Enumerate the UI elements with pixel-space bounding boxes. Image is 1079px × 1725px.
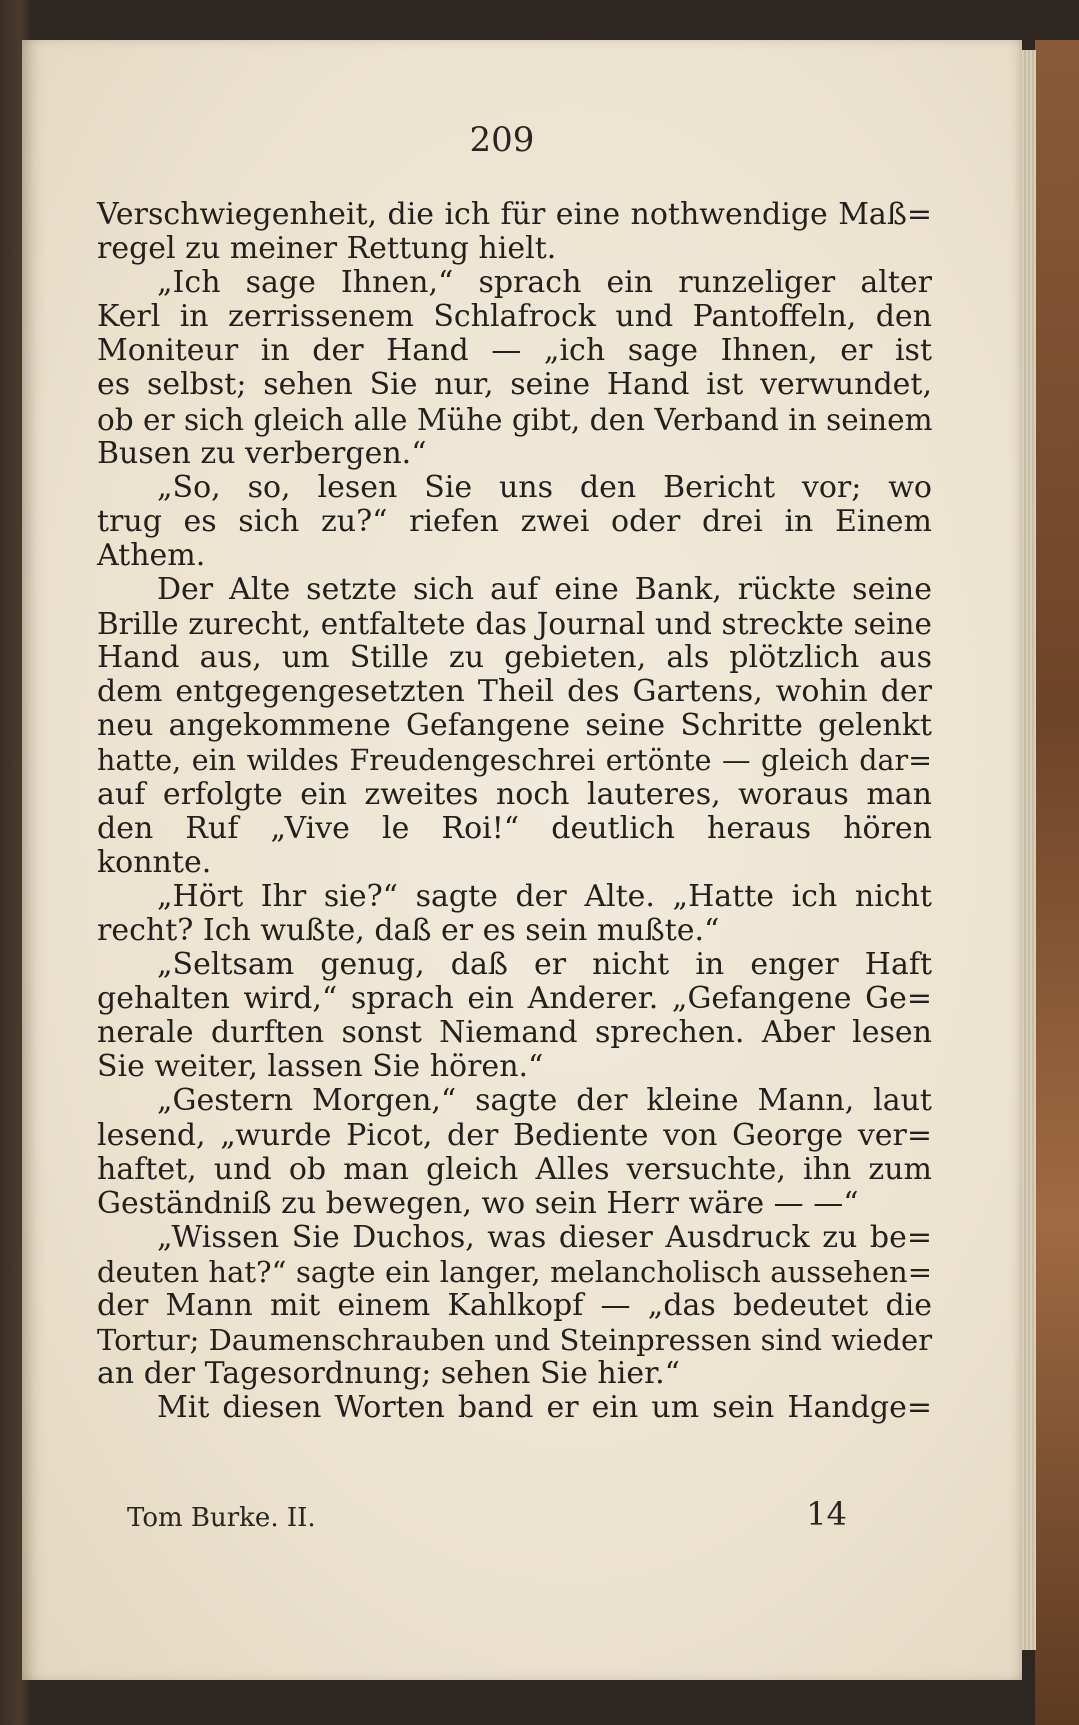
page-number: 209 — [469, 120, 535, 160]
text-line: ob er sich gleich alle Mühe gibt, den Verband in seinem — [97, 402, 933, 437]
text-line: Sie weiter, lassen Sie hören.“ — [97, 1049, 544, 1085]
text-line: an der Tagesordnung; sehen Sie hier.“ — [97, 1356, 681, 1392]
text-line: deuten hat?“ sagte ein langer, melancholisch aussehen= — [97, 1254, 932, 1289]
text-line: Hand aus, um Stille zu gebieten, als plötzlich aus — [97, 640, 932, 676]
page-footer — [127, 1495, 847, 1533]
text-line: „Gestern Morgen,“ sagte der kleine Mann, laut — [157, 1083, 932, 1119]
text-line: Verschwiegenheit, die ich für eine nothwendige Maß= — [97, 197, 932, 232]
text-line: den Ruf „Vive le Roi!“ deutlich heraus hören — [97, 810, 932, 846]
text-line: nerale durften sonst Niemand sprechen. Aber lesen — [97, 1015, 932, 1051]
text-line: „Ich sage Ihnen,“ sprach ein runzeliger alter — [157, 265, 932, 301]
book-cover-edge — [1035, 40, 1079, 1725]
text-line: dem entgegengesetzten Theil des Gartens, wohin der — [97, 674, 932, 710]
text-line: Busen zu verbergen.“ — [97, 435, 427, 471]
text-line: neu angekommene Gefangene seine Schritte gelenkt — [97, 708, 932, 744]
footer-title: Tom Burke. II. — [127, 1503, 316, 1533]
text-line: Moniteur in der Hand — „ich sage Ihnen, er ist — [97, 333, 932, 369]
text-line: hatte, ein wildes Freudengeschrei ertönte — gleich dar= — [97, 743, 932, 777]
text-line: lesend, „wurde Picot, der Bediente von George ver= — [97, 1117, 932, 1153]
text-line: konnte. — [97, 844, 212, 880]
signature-mark: 14 — [806, 1495, 847, 1533]
text-line: „Wissen Sie Duchos, was dieser Ausdruck zu be= — [157, 1219, 932, 1255]
text-line: der Mann mit einem Kahlkopf — „das bedeutet die — [97, 1288, 932, 1323]
text-line: recht? Ich wußte, daß er es sein mußte.“ — [97, 912, 720, 948]
text-line: Der Alte setzte sich auf eine Bank, rückte seine — [157, 572, 932, 608]
text-line: Brille zurecht, entfaltete das Journal und streckte seine — [97, 607, 932, 642]
text-line: Kerl in zerrissenem Schlafrock und Pantoffeln, den — [97, 299, 932, 335]
text-line: Athem. — [97, 537, 206, 573]
text-line: es selbst; sehen Sie nur, seine Hand ist verwundet, — [97, 367, 932, 403]
text-line: Geständniß zu bewegen, wo sein Herr wäre — —“ — [97, 1185, 859, 1221]
text-line: Mit diesen Worten band er ein um sein Handge= — [157, 1390, 932, 1426]
body-text — [97, 198, 932, 1425]
text-line: gehalten wird,“ sprach ein Anderer. „Gefangene Ge= — [97, 981, 932, 1017]
book-page — [22, 40, 1022, 1680]
text-line: regel zu meiner Rettung hielt. — [97, 231, 557, 267]
text-line: „So, so, lesen Sie uns den Bericht vor; wo — [157, 469, 932, 505]
text-line: haftet, und ob man gleich Alles versuchte, ihn zum — [97, 1151, 932, 1187]
text-line: „Seltsam genug, daß er nicht in enger Haft — [157, 947, 932, 983]
text-line: „Hört Ihr sie?“ sagte der Alte. „Hatte ich nicht — [157, 878, 932, 914]
text-line: trug es sich zu?“ riefen zwei oder drei in Einem — [97, 503, 932, 539]
text-line: Tortur; Daumenschrauben und Steinpressen sind wieder — [97, 1323, 933, 1358]
text-line: auf erfolgte ein zweites noch lauteres, woraus man — [97, 776, 932, 812]
